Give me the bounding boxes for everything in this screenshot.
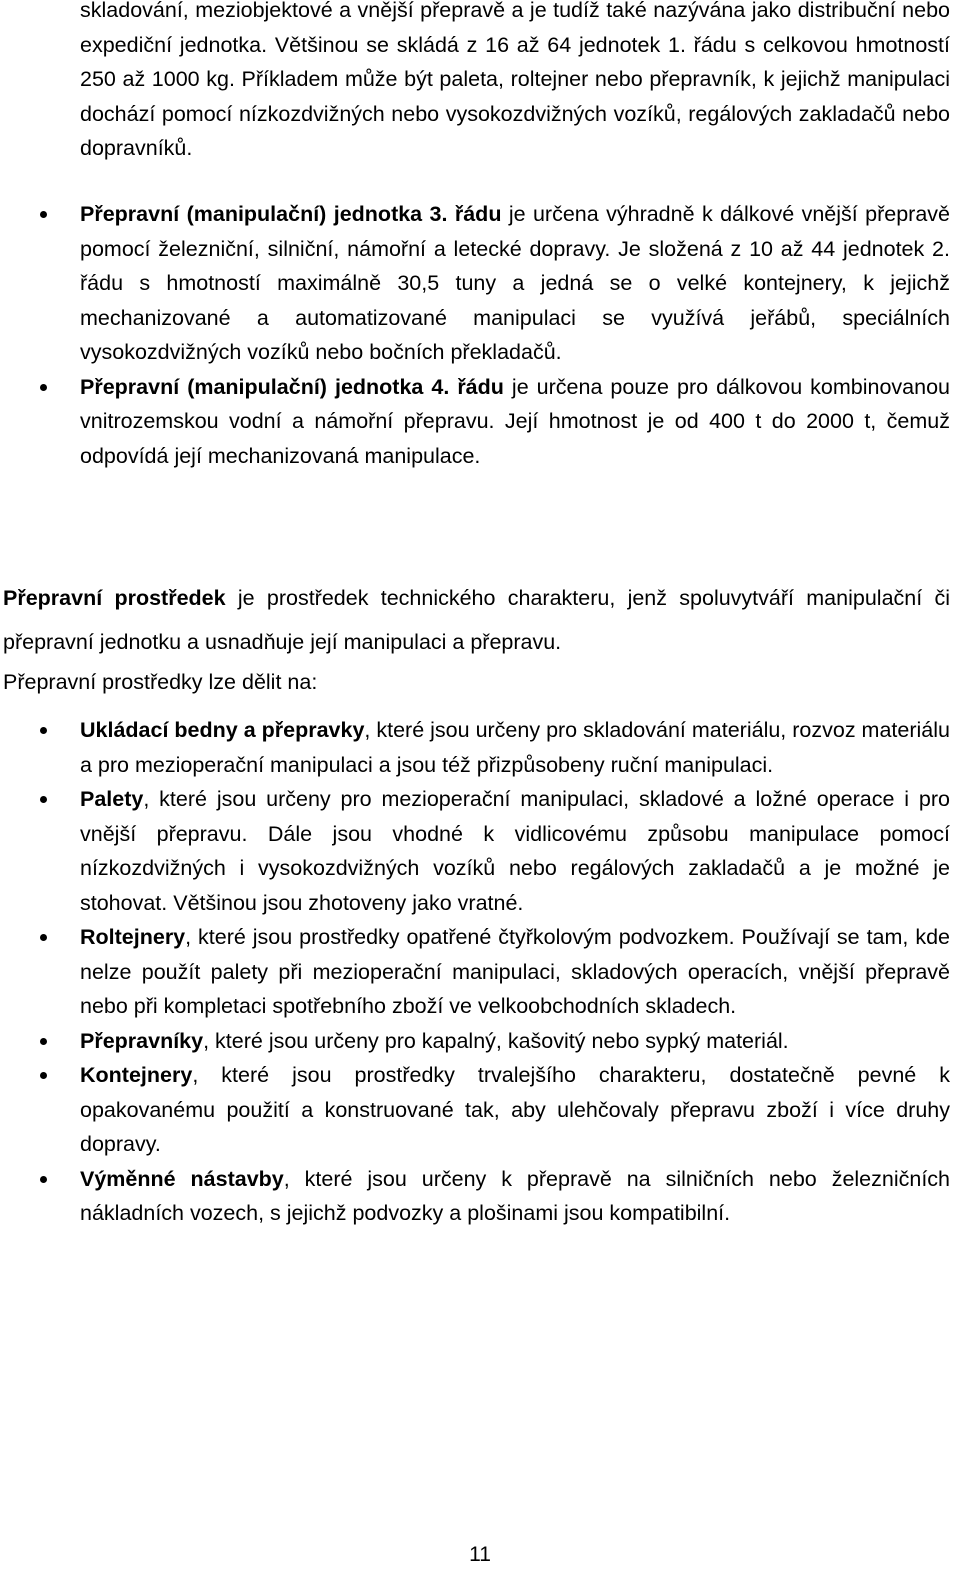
bullet-icon <box>40 1038 47 1045</box>
definition-section <box>0 576 950 664</box>
list-item <box>0 197 950 370</box>
item-text: , které jsou určeny k přepravě na silničních nebo železničních nákladních vozech, s jejichž podvozky a plošinami jsou kompatibilní. <box>80 1166 951 1225</box>
list-item <box>0 1058 950 1162</box>
item-term: Palety <box>80 787 144 811</box>
definition-term: Přepravní prostředek <box>3 586 226 610</box>
list-item <box>0 782 950 920</box>
item-term: Přepravníky <box>80 1028 204 1053</box>
page-number: 11 <box>469 1543 491 1566</box>
list-item <box>0 713 950 782</box>
means-list <box>0 713 950 1231</box>
item-term: Výměnné nástavby <box>80 1166 284 1191</box>
item-term: Přepravní (manipulační) jednotka 3. řádu <box>80 202 502 226</box>
item-text: , které jsou prostředky trvalejšího charakteru, dostatečně pevné k opakovanému použití a konstruované tak, aby ulehčovaly přepravu zboží i více druhy dopravy. <box>80 1063 950 1156</box>
definition-text: je prostředek technického charakteru, jenž spoluvytváří manipulační či přepravní jednotku a usnadňuje její manipulaci a přepravu. <box>3 586 951 654</box>
units-list <box>0 197 950 473</box>
bullet-icon <box>40 934 47 941</box>
bullet-icon <box>40 384 47 391</box>
item-term: Kontejnery <box>80 1063 193 1087</box>
item-text: , které jsou určeny pro kapalný, kašovitý nebo sypký materiál. <box>203 1028 789 1053</box>
item-text: je určena výhradně k dálkové vnější přepravě pomocí železniční, silniční, námořní a letecké dopravy. Je složená z 10 až 44 jednotek 2. řádu s hmotností maximálně 30,5 tuny a jedná se o velké kontejnery, k jejichž mechanizované a automatizované manipulaci se využívá jeřábů, speciálních vysokozdvižných vozíků nebo bočních překladačů. <box>80 202 951 364</box>
item-term: Přepravní (manipulační) jednotka 4. řádu <box>80 374 504 399</box>
definition-paragraph <box>0 576 950 664</box>
bullet-icon <box>40 1176 47 1183</box>
continuation-text: skladování, meziobjektové a vnější přepravě a je tudíž také nazývána jako distribuční nebo expediční jednotka. Většinou se skládá z 16 až 64 jednotek 1. řádu s celkovou hmotností 250 až 1000 kg. Příkladem může být paleta, roltejner nebo přepravník, k jejichž manipulaci dochází pomocí nízkozdvižných nebo vysokozdvižných vozíků, regálových zakladačů nebo dopravníků. <box>80 0 950 160</box>
list-item <box>0 1162 950 1231</box>
list-item <box>0 1024 950 1059</box>
bullet-icon <box>40 727 47 734</box>
intro-text: Přepravní prostředky lze dělit na: <box>3 670 318 694</box>
item-term: Roltejnery <box>80 925 186 949</box>
list-item <box>0 370 950 474</box>
bullet-icon <box>40 1072 47 1079</box>
continuation-paragraph <box>80 0 950 166</box>
bullet-icon <box>40 796 47 803</box>
item-text: , které jsou prostředky opatřené čtyřkolovým podvozkem. Používají se tam, kde nelze použít palety při mezioperační manipulaci, skladových operacích, vnější přepravě nebo při kompletaci spotřebního zboží ve velkoobchodních skladech. <box>80 925 950 1018</box>
item-text: je určena pouze pro dálkovou kombinovanou vnitrozemskou vodní a námořní přepravu. Její hmotnost je od 400 t do 2000 t, čemuž odpovídá její mechanizovaná manipulace. <box>80 374 951 468</box>
item-text: , které jsou určeny pro skladování materiálu, rozvoz materiálu a pro mezioperační manipulaci a jsou též přizpůsobeny ruční manipulaci. <box>80 718 950 777</box>
item-term: Ukládací bedny a přepravky <box>80 718 365 742</box>
bullet-icon <box>40 211 47 218</box>
item-text: , které jsou určeny pro mezioperační manipulaci, skladové a ložné operace i pro vnější přepravu. Dále jsou vhodné k vidlicovému způsobu manipulace pomocí nízkozdvižných i vysokozdvižných vozíků nebo regálových zakladačů a je možné je stohovat. Většinou jsou zhotoveny jako vratné. <box>80 787 950 915</box>
list-item <box>0 920 950 1024</box>
